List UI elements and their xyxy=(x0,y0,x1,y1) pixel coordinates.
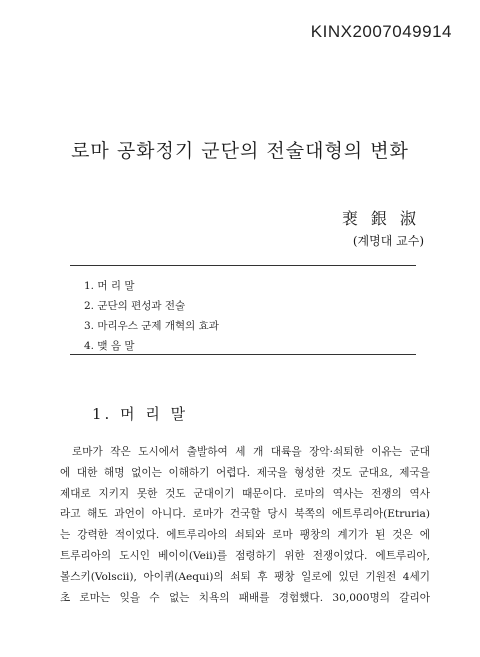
toc-item-4: 4. 맺 음 말 xyxy=(84,340,135,352)
toc-item-3: 3. 마리우스 군제 개혁의 효과 xyxy=(84,320,219,332)
body-line-2: 에 대한 해명 없이는 이해하기 어렵다. 제국을 형성한 것도 군대요, 제국을 xyxy=(60,466,430,479)
body-line-7: 볼스키(Volscii), 아이퀴(Aequi)의 쇠퇴 후 팽창 일로에 있던 기원전 4세기 xyxy=(60,570,430,583)
section-heading: 1. 머 리 말 xyxy=(92,405,189,423)
body-paragraph xyxy=(60,442,430,608)
toc-item-1: 1. 머 리 말 xyxy=(84,280,135,292)
toc-item-2: 2. 군단의 편성과 전술 xyxy=(84,300,186,312)
paper-title: 로마 공화정기 군단의 전술대형의 변화 xyxy=(71,140,409,162)
document-id: KINX2007049914 xyxy=(310,22,452,41)
author-affiliation: (계명대 교수) xyxy=(352,234,424,248)
table-of-contents xyxy=(70,265,416,355)
body-line-5: 는 강력한 적이었다. 에트루리아의 쇠퇴와 로마 팽창의 계기가 된 것은 에 xyxy=(60,529,430,542)
author-name: 裵 銀 淑 xyxy=(341,209,420,228)
body-line-6: 트루리아의 도시인 베이이(Veii)를 점령하기 위한 전쟁이었다. 에트루리아, xyxy=(60,549,430,562)
body-line-8: 초 로마는 잊을 수 없는 치욕의 패배를 경험했다. 30,000명의 갈리아 xyxy=(60,591,430,604)
body-line-4: 라고 해도 과언이 아니다. 로마가 건국할 당시 북쪽의 에트루리아(Etruria) xyxy=(60,508,430,521)
body-line-3: 제대로 지키지 못한 것도 군대이기 때문이다. 로마의 역사는 전쟁의 역사 xyxy=(60,487,430,500)
body-line-1: 로마가 작은 도시에서 출발하여 세 개 대륙을 장악·쇠퇴한 이유는 군대 xyxy=(72,446,430,458)
